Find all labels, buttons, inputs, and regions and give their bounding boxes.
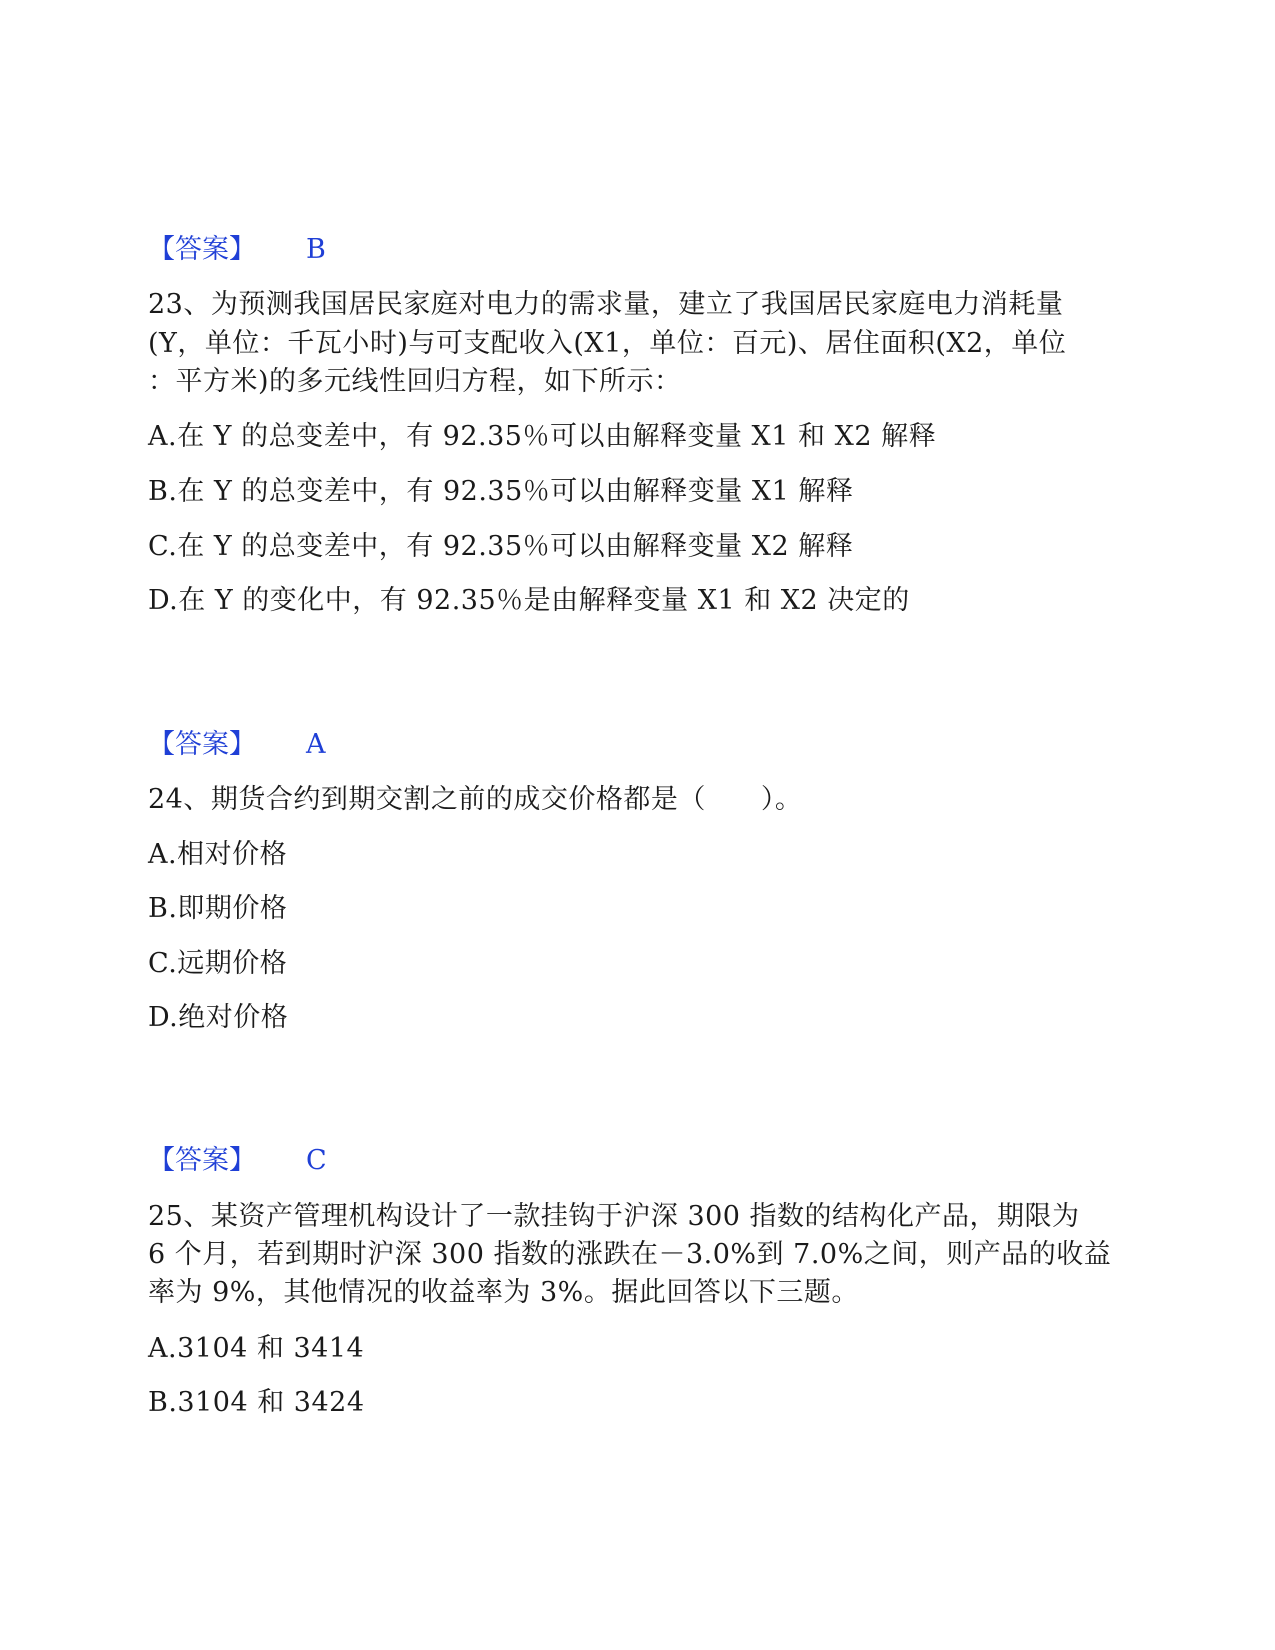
answer-value: C xyxy=(306,1145,327,1176)
answer-value: A xyxy=(306,729,326,760)
answer-line xyxy=(148,230,326,270)
question-24-option-d: D.绝对价格 xyxy=(148,1002,289,1033)
question-23-option-b: B.在 Y 的总变差中，有 92.35％可以由解释变量 X1 解释 xyxy=(148,476,854,507)
question-25-line-1: 25、某资产管理机构设计了一款挂钩于沪深 300 指数的结构化产品，期限为 xyxy=(148,1201,1080,1232)
question-23-option-a: A.在 Y 的总变差中，有 92.35％可以由解释变量 X1 和 X2 解释 xyxy=(148,421,937,452)
question-24-line-1: 24、期货合约到期交割之前的成交价格都是（ ）。 xyxy=(148,784,803,815)
question-23-line-3: ：平方米)的多元线性回归方程，如下所示： xyxy=(148,366,682,397)
question-24-option-a: A.相对价格 xyxy=(148,839,288,870)
answer-label: 【答案】 xyxy=(148,1145,256,1176)
question-24-option-c: C.远期价格 xyxy=(148,948,288,979)
question-23-line-1: 23、为预测我国居民家庭对电力的需求量，建立了我国居民家庭电力消耗量 xyxy=(148,289,1064,320)
answer-label: 【答案】 xyxy=(148,729,256,760)
answer-line xyxy=(148,1141,327,1181)
question-25-line-3: 率为 9%，其他情况的收益率为 3%。据此回答以下三题。 xyxy=(148,1277,859,1308)
answer-label: 【答案】 xyxy=(148,234,256,265)
question-23-option-c: C.在 Y 的总变差中，有 92.35％可以由解释变量 X2 解释 xyxy=(148,531,854,562)
question-23-line-2: (Y，单位：千瓦小时)与可支配收入(X1，单位：百元)、居住面积(X2，单位 xyxy=(148,328,1067,359)
question-23-option-d: D.在 Y 的变化中，有 92.35％是由解释变量 X1 和 X2 决定的 xyxy=(148,585,910,616)
answer-line xyxy=(148,725,326,765)
answer-value: B xyxy=(306,234,326,265)
question-25-option-a: A.3104 和 3414 xyxy=(148,1333,365,1364)
question-24-option-b: B.即期价格 xyxy=(148,893,288,924)
question-25-option-b: B.3104 和 3424 xyxy=(148,1387,365,1418)
question-25-line-2: 6 个月，若到期时沪深 300 指数的涨跌在－3.0%到 7.0%之间，则产品的收益 xyxy=(148,1239,1112,1270)
